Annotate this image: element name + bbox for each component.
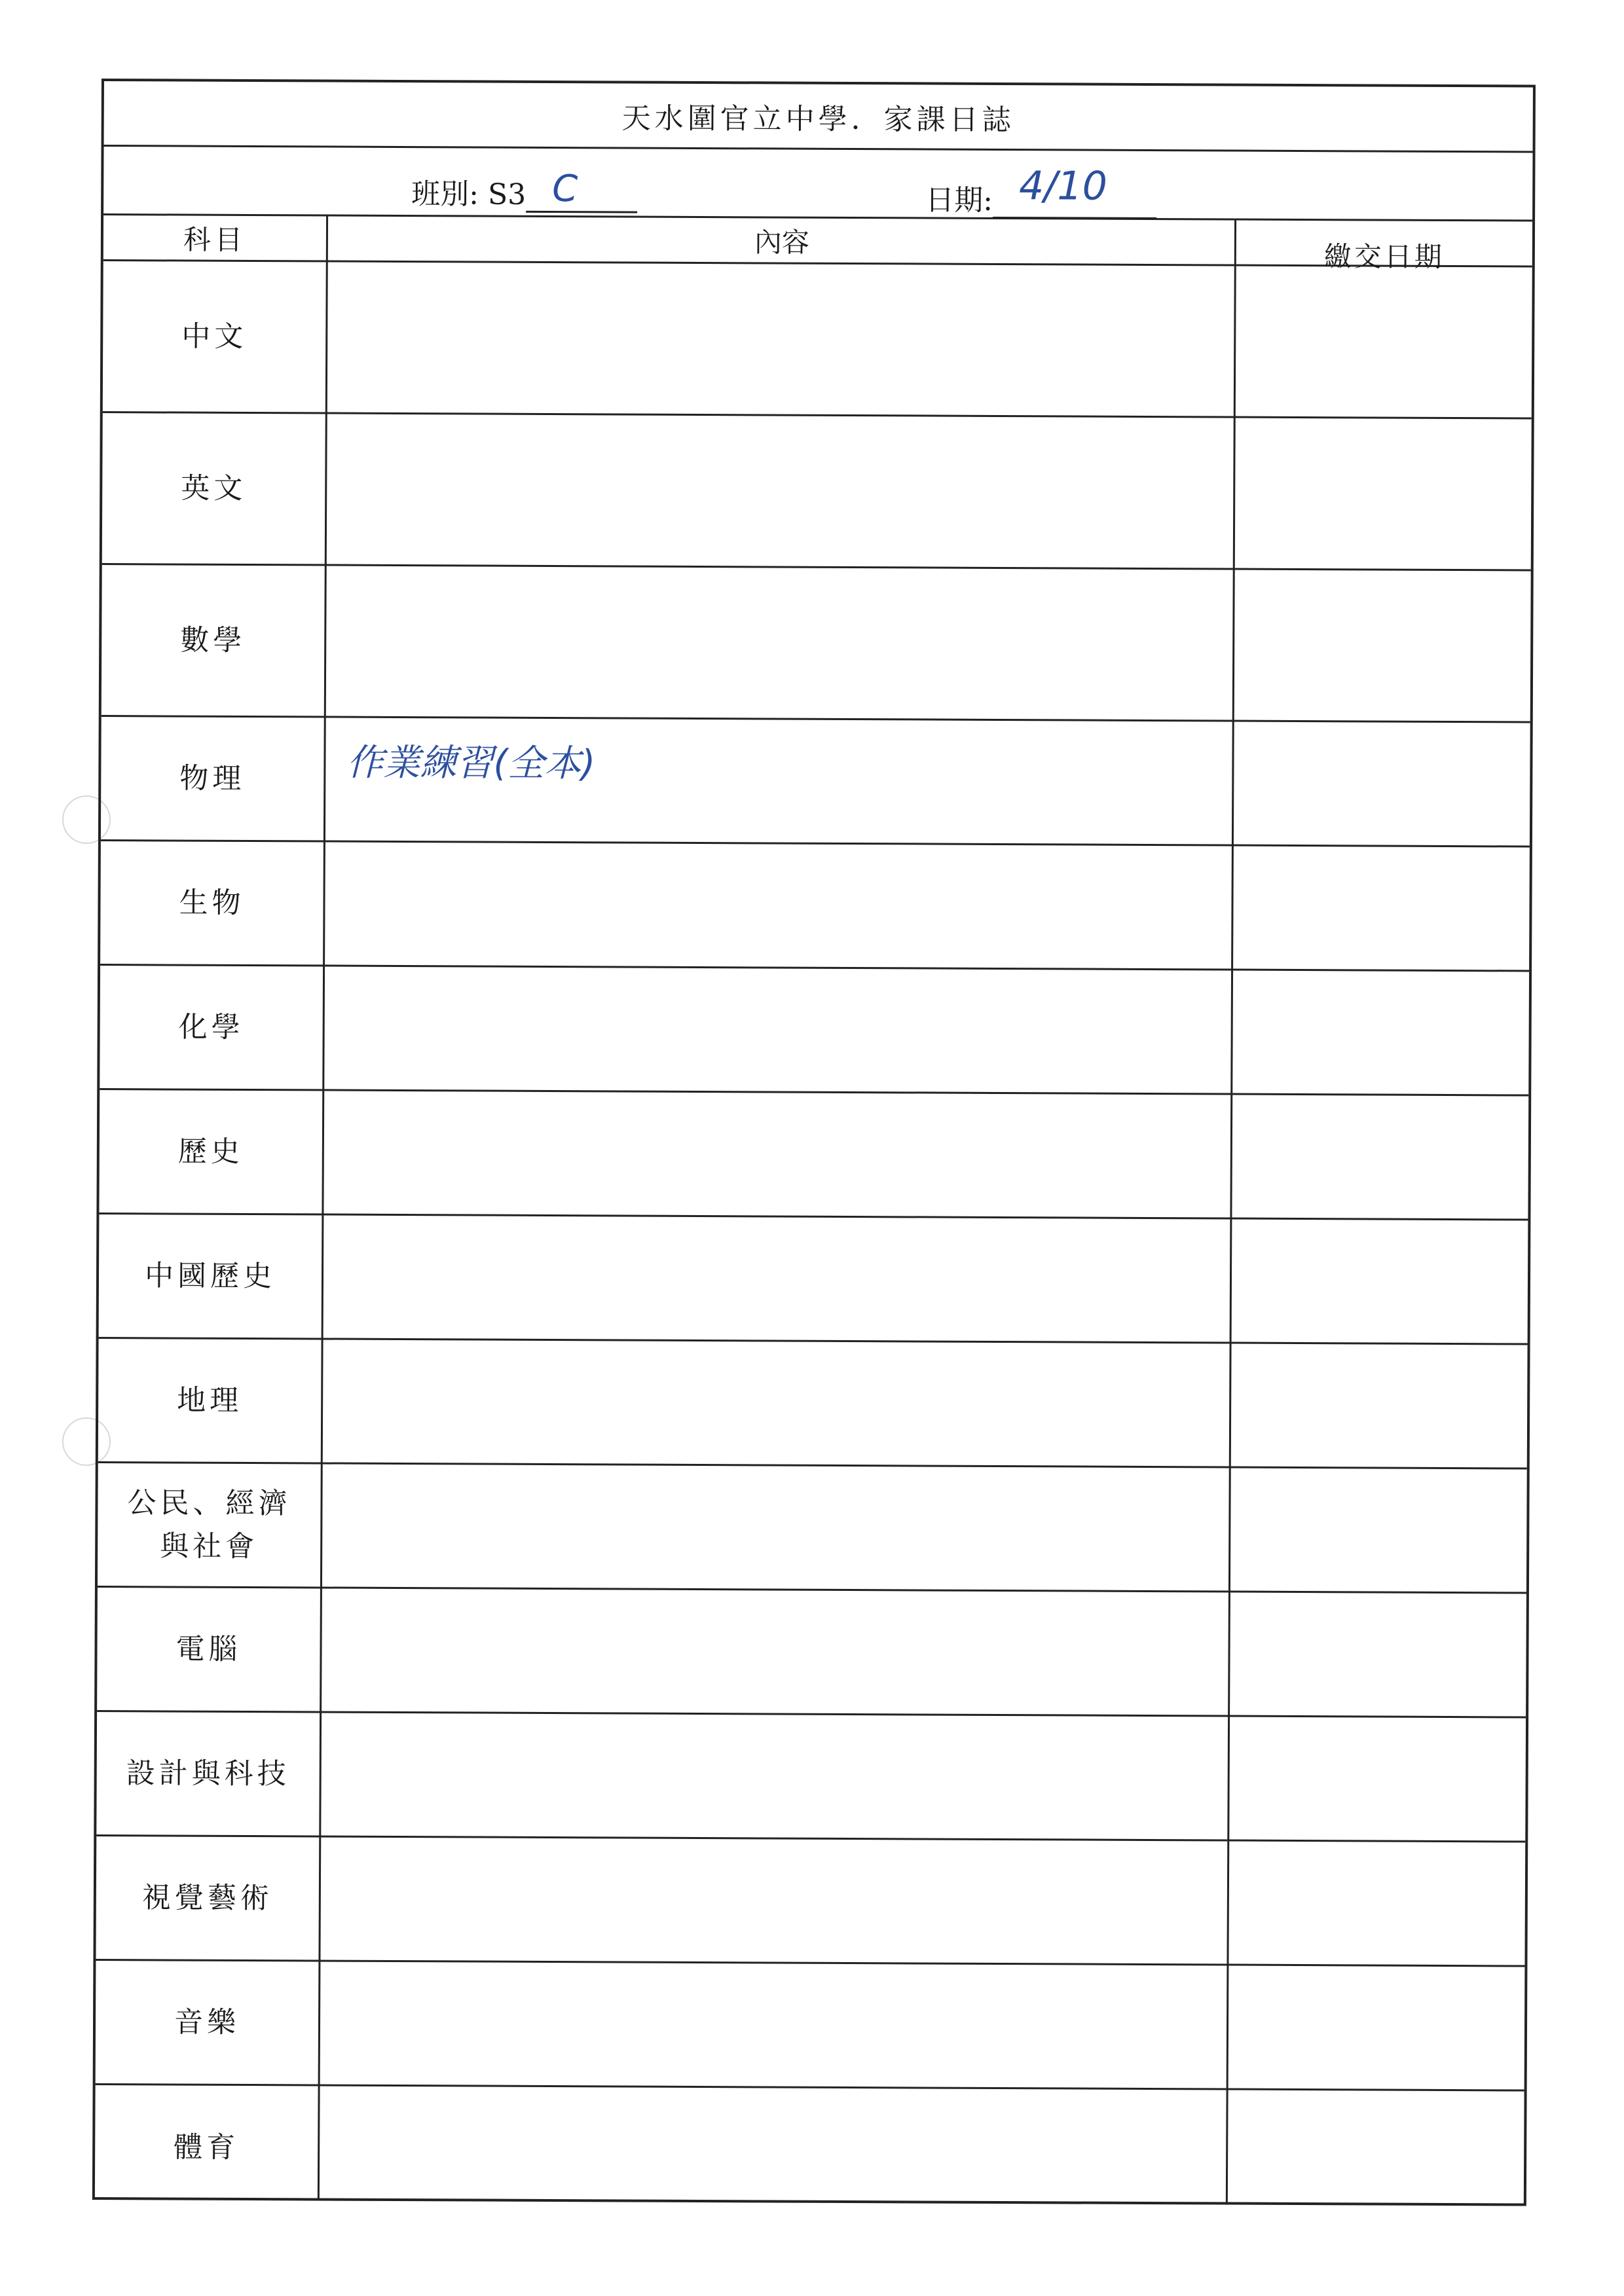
form-title: 天水圍官立中學．家課日誌 — [104, 81, 1533, 153]
info-row — [103, 147, 1532, 222]
subject-cell: 數學 — [180, 623, 246, 657]
subject-rows — [95, 261, 1532, 2203]
due-date-cell[interactable] — [1231, 1344, 1528, 1468]
subject-cell: 物理 — [179, 761, 246, 795]
subject-cell: 化學 — [178, 1010, 244, 1044]
due-date-cell[interactable] — [1233, 847, 1530, 970]
subject-cell: 地理 — [177, 1383, 243, 1417]
due-date-cell[interactable] — [1234, 570, 1531, 721]
class-value: C — [552, 168, 578, 211]
table-row — [95, 2085, 1524, 2216]
content-cell[interactable] — [322, 1961, 1227, 2088]
subject-cell: 歷史 — [177, 1135, 244, 1169]
content-cell[interactable] — [322, 1837, 1227, 1963]
table-row — [101, 565, 1531, 723]
table-row — [100, 966, 1529, 1097]
due-date-cell[interactable] — [1232, 971, 1529, 1095]
subject-cell: 體育 — [174, 2130, 240, 2164]
table-row — [98, 1339, 1528, 1470]
content-cell[interactable] — [327, 566, 1233, 720]
table-row — [99, 1214, 1528, 1345]
subject-cell: 電腦 — [175, 1632, 242, 1666]
content-cell[interactable] — [325, 1091, 1230, 1218]
date-value: 4/10 — [1018, 163, 1108, 210]
subject-cell: 生物 — [179, 886, 245, 920]
subject-cell: 中文 — [181, 319, 248, 354]
table-row — [96, 1836, 1525, 1967]
table-row — [101, 717, 1530, 848]
table-row — [97, 1588, 1526, 1719]
header-subject: 科目 — [183, 223, 247, 256]
table-row — [100, 841, 1530, 972]
content-cell[interactable] — [328, 414, 1234, 568]
due-date-cell[interactable] — [1234, 722, 1530, 846]
due-date-cell[interactable] — [1235, 418, 1532, 570]
table-row — [99, 1090, 1528, 1221]
due-date-cell[interactable] — [1228, 2090, 1524, 2216]
due-date-cell[interactable] — [1232, 1095, 1528, 1219]
due-date-cell[interactable] — [1230, 1468, 1527, 1592]
content-cell[interactable] — [323, 1589, 1228, 1715]
content-cell[interactable] — [325, 1216, 1230, 1342]
class-field — [411, 170, 637, 213]
date-fill-line[interactable] — [993, 163, 1156, 219]
table-row — [102, 413, 1532, 572]
content-cell[interactable] — [324, 1340, 1230, 1467]
due-date-cell[interactable] — [1232, 1220, 1528, 1343]
subject-cell: 設計與科技 — [126, 1756, 290, 1791]
content-cell[interactable] — [322, 1713, 1228, 1839]
table-row — [98, 1463, 1527, 1594]
date-field — [925, 163, 1156, 219]
date-label: 日期: — [925, 183, 993, 217]
due-date-cell[interactable] — [1228, 1966, 1525, 2090]
subject-cell: 公民、經濟 與社會 — [127, 1485, 291, 1563]
table-row — [103, 261, 1532, 420]
content-cell[interactable] — [327, 718, 1232, 845]
subject-cell: 英文 — [181, 471, 247, 505]
subject-cell: 中國歷史 — [144, 1258, 276, 1293]
content-handwriting: 作業練習(全本) — [346, 741, 596, 786]
due-date-cell[interactable] — [1228, 1842, 1525, 1965]
table-header — [103, 215, 1532, 273]
content-cell[interactable] — [325, 967, 1231, 1093]
table-row — [96, 1712, 1526, 1843]
due-date-cell[interactable] — [1230, 1593, 1526, 1717]
subject-cell: 音樂 — [174, 2005, 240, 2039]
homework-diary-form — [92, 79, 1536, 2206]
due-date-cell[interactable] — [1229, 1717, 1526, 1841]
table-row — [96, 1961, 1525, 2092]
class-fill-line[interactable] — [526, 168, 637, 213]
class-label: 班別: S3 — [411, 177, 526, 211]
header-due-date: 繳交日期 — [1323, 240, 1445, 273]
content-cell[interactable] — [323, 1465, 1229, 1591]
subject-cell: 視覺藝術 — [141, 1880, 273, 1915]
content-cell[interactable] — [329, 263, 1234, 416]
header-content: 內容 — [754, 225, 810, 259]
content-cell[interactable] — [326, 843, 1232, 969]
content-cell[interactable] — [321, 2086, 1227, 2214]
due-date-cell[interactable] — [1236, 266, 1532, 418]
